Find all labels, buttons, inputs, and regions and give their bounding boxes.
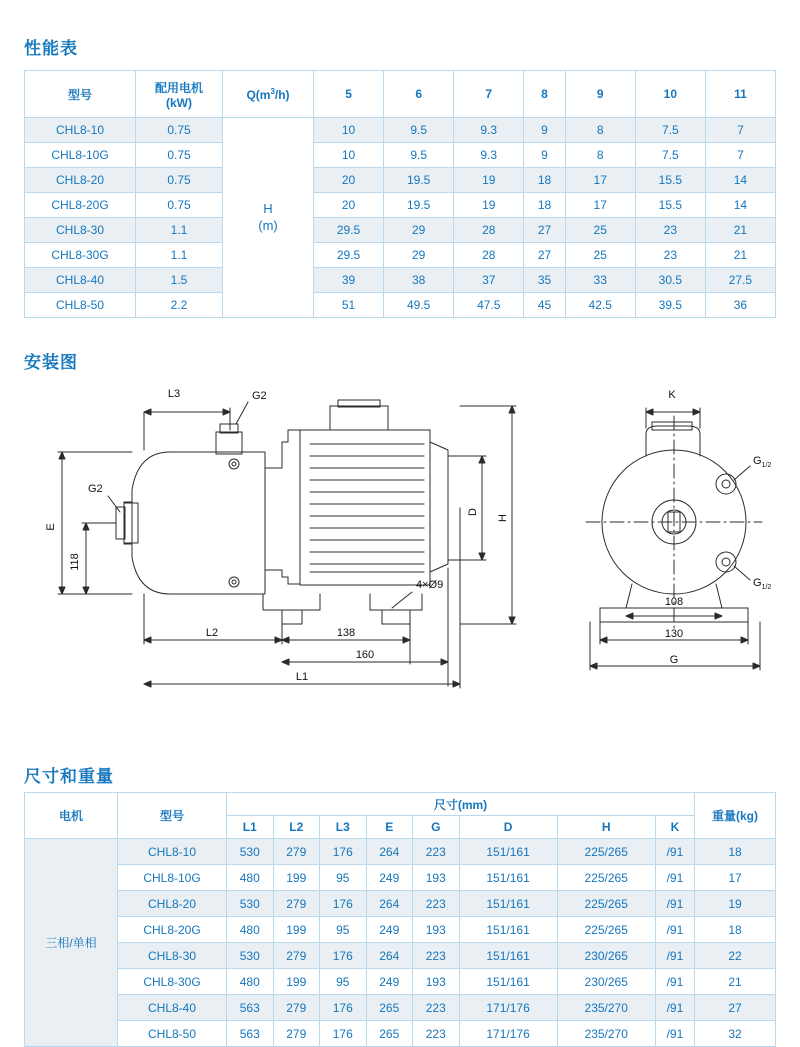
cell-head: 7.5 (635, 118, 705, 143)
cell-head: 38 (384, 268, 454, 293)
table-row (25, 865, 776, 891)
cell-K: /91 (655, 943, 694, 969)
pump-dimension-svg (20, 372, 780, 712)
label-g-right-upper: $G_{1/2}$ (753, 455, 772, 469)
performance-table-body (25, 118, 776, 318)
cell-head: 7.5 (635, 143, 705, 168)
cell-E: 249 (366, 865, 413, 891)
cell-L2: 279 (273, 891, 320, 917)
cell-G: 223 (413, 839, 460, 865)
head-unit-label (223, 118, 314, 318)
header-E: E (366, 816, 413, 839)
cell-L1: 530 (227, 943, 274, 969)
header-H: H (557, 816, 655, 839)
header-motor: 电机 (25, 793, 118, 839)
header-flow-11: 11 (705, 71, 775, 118)
cell-L1: 480 (227, 969, 274, 995)
cell-H: 225/265 (557, 891, 655, 917)
performance-table (24, 70, 776, 318)
cell-weight: 32 (695, 1021, 776, 1047)
cell-head: 29.5 (314, 218, 384, 243)
cell-L2: 279 (273, 995, 320, 1021)
header-weight: 重量(kg) (695, 793, 776, 839)
cell-L3: 176 (320, 839, 367, 865)
cell-D: 151/161 (459, 969, 557, 995)
cell-model: CHL8-30G (25, 243, 136, 268)
cell-head: 30.5 (635, 268, 705, 293)
dimension-weight-table (24, 792, 776, 1047)
cell-head: 20 (314, 168, 384, 193)
table-header-row (25, 793, 776, 816)
label-d: D (467, 508, 479, 516)
cell-E: 265 (366, 1021, 413, 1047)
cell-L3: 176 (320, 1021, 367, 1047)
cell-head: 17 (565, 193, 635, 218)
label-g-right-lower: $G_{1/2}$ (753, 577, 772, 591)
table-row (25, 168, 776, 193)
cell-head: 42.5 (565, 293, 635, 318)
cell-H: 235/270 (557, 1021, 655, 1047)
cell-head: 37 (454, 268, 524, 293)
cell-head: 39 (314, 268, 384, 293)
cell-head: 29 (384, 243, 454, 268)
cell-L3: 176 (320, 995, 367, 1021)
cell-head: 39.5 (635, 293, 705, 318)
cell-head: 9.3 (454, 143, 524, 168)
label-k: K (668, 389, 676, 401)
header-L2: L2 (273, 816, 320, 839)
cell-K: /91 (655, 969, 694, 995)
cell-model: CHL8-10 (25, 118, 136, 143)
cell-L3: 176 (320, 891, 367, 917)
cell-E: 264 (366, 839, 413, 865)
cell-motor-type: 三相/单相 (25, 839, 118, 1047)
table-row (25, 995, 776, 1021)
cell-L1: 530 (227, 891, 274, 917)
label-160: 160 (355, 649, 375, 661)
table-row (25, 293, 776, 318)
table-row (25, 891, 776, 917)
cell-head: 18 (524, 193, 565, 218)
cell-head: 27 (524, 218, 565, 243)
header-model: 型号 (25, 71, 136, 118)
cell-E: 265 (366, 995, 413, 1021)
cell-head: 25 (565, 243, 635, 268)
label-l2: L2 (205, 627, 219, 639)
cell-K: /91 (655, 1021, 694, 1047)
table-row (25, 1021, 776, 1047)
header-flow-10: 10 (635, 71, 705, 118)
cell-head: 21 (705, 243, 775, 268)
cell-L3: 95 (320, 865, 367, 891)
table-row (25, 143, 776, 168)
table-row (25, 917, 776, 943)
cell-head: 9.3 (454, 118, 524, 143)
cell-head: 18 (524, 168, 565, 193)
cell-G: 223 (413, 995, 460, 1021)
label-g-bottom: G (669, 654, 679, 666)
header-flow-unit-sup: 3 (270, 86, 275, 96)
cell-D: 151/161 (459, 917, 557, 943)
cell-D: 171/176 (459, 995, 557, 1021)
cell-D: 151/161 (459, 865, 557, 891)
cell-head: 25 (565, 218, 635, 243)
header-flow-6: 6 (384, 71, 454, 118)
cell-head: 17 (565, 168, 635, 193)
cell-G: 193 (413, 917, 460, 943)
cell-model: CHL8-20G (25, 193, 136, 218)
cell-K: /91 (655, 865, 694, 891)
cell-G: 193 (413, 865, 460, 891)
cell-head: 14 (705, 168, 775, 193)
header-L3: L3 (320, 816, 367, 839)
header-K: K (655, 816, 694, 839)
head-unit-label-line2: (m) (258, 217, 278, 233)
table-row (25, 218, 776, 243)
label-138: 138 (336, 627, 356, 639)
table-row (25, 243, 776, 268)
cell-power: 0.75 (136, 118, 223, 143)
cell-head: 10 (314, 118, 384, 143)
cell-E: 249 (366, 917, 413, 943)
table-row (25, 118, 776, 143)
cell-L2: 279 (273, 943, 320, 969)
cell-K: /91 (655, 891, 694, 917)
label-h: H (497, 514, 509, 522)
cell-power: 2.2 (136, 293, 223, 318)
cell-model: CHL8-30G (118, 969, 227, 995)
cell-model: CHL8-10G (118, 865, 227, 891)
cell-power: 0.75 (136, 193, 223, 218)
header-model: 型号 (118, 793, 227, 839)
table-row (25, 969, 776, 995)
cell-L2: 199 (273, 865, 320, 891)
cell-E: 264 (366, 891, 413, 917)
cell-D: 151/161 (459, 943, 557, 969)
cell-weight: 19 (695, 891, 776, 917)
table-header-row (25, 71, 776, 118)
cell-head: 15.5 (635, 193, 705, 218)
cell-weight: 21 (695, 969, 776, 995)
cell-head: 19.5 (384, 193, 454, 218)
cell-head: 33 (565, 268, 635, 293)
cell-power: 1.1 (136, 218, 223, 243)
label-130: 130 (664, 628, 684, 640)
cell-H: 225/265 (557, 917, 655, 943)
cell-L3: 95 (320, 969, 367, 995)
cell-H: 225/265 (557, 839, 655, 865)
cell-H: 230/265 (557, 969, 655, 995)
cell-K: /91 (655, 995, 694, 1021)
cell-power: 0.75 (136, 143, 223, 168)
header-flow-unit-pre: Q(m (246, 87, 271, 102)
cell-H: 235/270 (557, 995, 655, 1021)
cell-head: 9.5 (384, 118, 454, 143)
label-holes: 4×Ø9 (416, 579, 444, 591)
cell-head: 19 (454, 193, 524, 218)
cell-L2: 199 (273, 969, 320, 995)
cell-L1: 563 (227, 1021, 274, 1047)
cell-model: CHL8-20G (118, 917, 227, 943)
cell-head: 14 (705, 193, 775, 218)
cell-model: CHL8-30 (25, 218, 136, 243)
cell-H: 230/265 (557, 943, 655, 969)
cell-model: CHL8-40 (25, 268, 136, 293)
installation-section-title: 安装图 (24, 353, 78, 372)
header-motor-power-line2: (kW) (166, 95, 192, 110)
header-motor-power-line1: 配用电机 (154, 80, 203, 95)
cell-L1: 480 (227, 917, 274, 943)
cell-head: 9 (524, 118, 565, 143)
cell-weight: 22 (695, 943, 776, 969)
cell-L1: 563 (227, 995, 274, 1021)
cell-head: 9.5 (384, 143, 454, 168)
cell-head: 8 (565, 143, 635, 168)
header-flow-unit-post: /h) (274, 87, 290, 102)
installation-drawing (20, 372, 780, 712)
header-D: D (459, 816, 557, 839)
table-row (25, 268, 776, 293)
cell-D: 171/176 (459, 1021, 557, 1047)
cell-head: 51 (314, 293, 384, 318)
cell-head: 19.5 (384, 168, 454, 193)
cell-head: 21 (705, 218, 775, 243)
cell-K: /91 (655, 839, 694, 865)
cell-head: 36 (705, 293, 775, 318)
cell-G: 223 (413, 943, 460, 969)
cell-head: 29 (384, 218, 454, 243)
cell-head: 45 (524, 293, 565, 318)
cell-model: CHL8-20 (118, 891, 227, 917)
performance-table-head (25, 71, 776, 118)
table-row (25, 839, 776, 865)
cell-D: 151/161 (459, 891, 557, 917)
cell-head: 9 (524, 143, 565, 168)
header-G: G (413, 816, 460, 839)
cell-weight: 18 (695, 839, 776, 865)
cell-model: CHL8-30 (118, 943, 227, 969)
cell-H: 225/265 (557, 865, 655, 891)
cell-model: CHL8-10 (118, 839, 227, 865)
cell-model: CHL8-20 (25, 168, 136, 193)
label-108: 108 (664, 596, 684, 608)
cell-L1: 530 (227, 839, 274, 865)
header-size-group: 尺寸(mm) (227, 793, 695, 816)
cell-G: 193 (413, 969, 460, 995)
cell-head: 8 (565, 118, 635, 143)
cell-weight: 18 (695, 917, 776, 943)
dimension-section-title: 尺寸和重量 (24, 767, 114, 786)
header-flow-9: 9 (565, 71, 635, 118)
cell-K: /91 (655, 917, 694, 943)
cell-L2: 279 (273, 839, 320, 865)
cell-head: 29.5 (314, 243, 384, 268)
header-flow-5: 5 (314, 71, 384, 118)
cell-E: 249 (366, 969, 413, 995)
header-flow-unit (223, 71, 314, 118)
label-e: E (45, 523, 57, 531)
cell-model: CHL8-10G (25, 143, 136, 168)
cell-head: 47.5 (454, 293, 524, 318)
cell-head: 15.5 (635, 168, 705, 193)
cell-model: CHL8-50 (118, 1021, 227, 1047)
header-flow-7: 7 (454, 71, 524, 118)
table-row (25, 943, 776, 969)
cell-head: 20 (314, 193, 384, 218)
header-L1: L1 (227, 816, 274, 839)
cell-head: 19 (454, 168, 524, 193)
cell-head: 27.5 (705, 268, 775, 293)
cell-head: 49.5 (384, 293, 454, 318)
cell-head: 7 (705, 143, 775, 168)
cell-model: CHL8-40 (118, 995, 227, 1021)
cell-D: 151/161 (459, 839, 557, 865)
header-flow-8: 8 (524, 71, 565, 118)
cell-L3: 95 (320, 917, 367, 943)
label-g2-left: G2 (88, 483, 103, 495)
performance-section-title: 性能表 (24, 39, 78, 58)
cell-L1: 480 (227, 865, 274, 891)
dimension-table-body (25, 839, 776, 1047)
label-118: 118 (69, 553, 81, 571)
cell-L2: 199 (273, 917, 320, 943)
cell-L2: 279 (273, 1021, 320, 1047)
cell-head: 28 (454, 218, 524, 243)
cell-head: 23 (635, 218, 705, 243)
cell-power: 0.75 (136, 168, 223, 193)
cell-weight: 17 (695, 865, 776, 891)
cell-G: 223 (413, 891, 460, 917)
label-l3: L3 (167, 388, 181, 400)
cell-head: 23 (635, 243, 705, 268)
cell-head: 27 (524, 243, 565, 268)
cell-power: 1.5 (136, 268, 223, 293)
cell-weight: 27 (695, 995, 776, 1021)
table-row (25, 193, 776, 218)
cell-G: 223 (413, 1021, 460, 1047)
dimension-table-head (25, 793, 776, 839)
cell-head: 28 (454, 243, 524, 268)
head-unit-label-line1: H (263, 201, 273, 217)
label-g2-top: G2 (252, 390, 267, 402)
cell-head: 35 (524, 268, 565, 293)
cell-L3: 176 (320, 943, 367, 969)
cell-head: 10 (314, 143, 384, 168)
cell-model: CHL8-50 (25, 293, 136, 318)
cell-power: 1.1 (136, 243, 223, 268)
label-l1: L1 (295, 671, 309, 683)
cell-E: 264 (366, 943, 413, 969)
header-motor-power (136, 71, 223, 118)
cell-head: 7 (705, 118, 775, 143)
